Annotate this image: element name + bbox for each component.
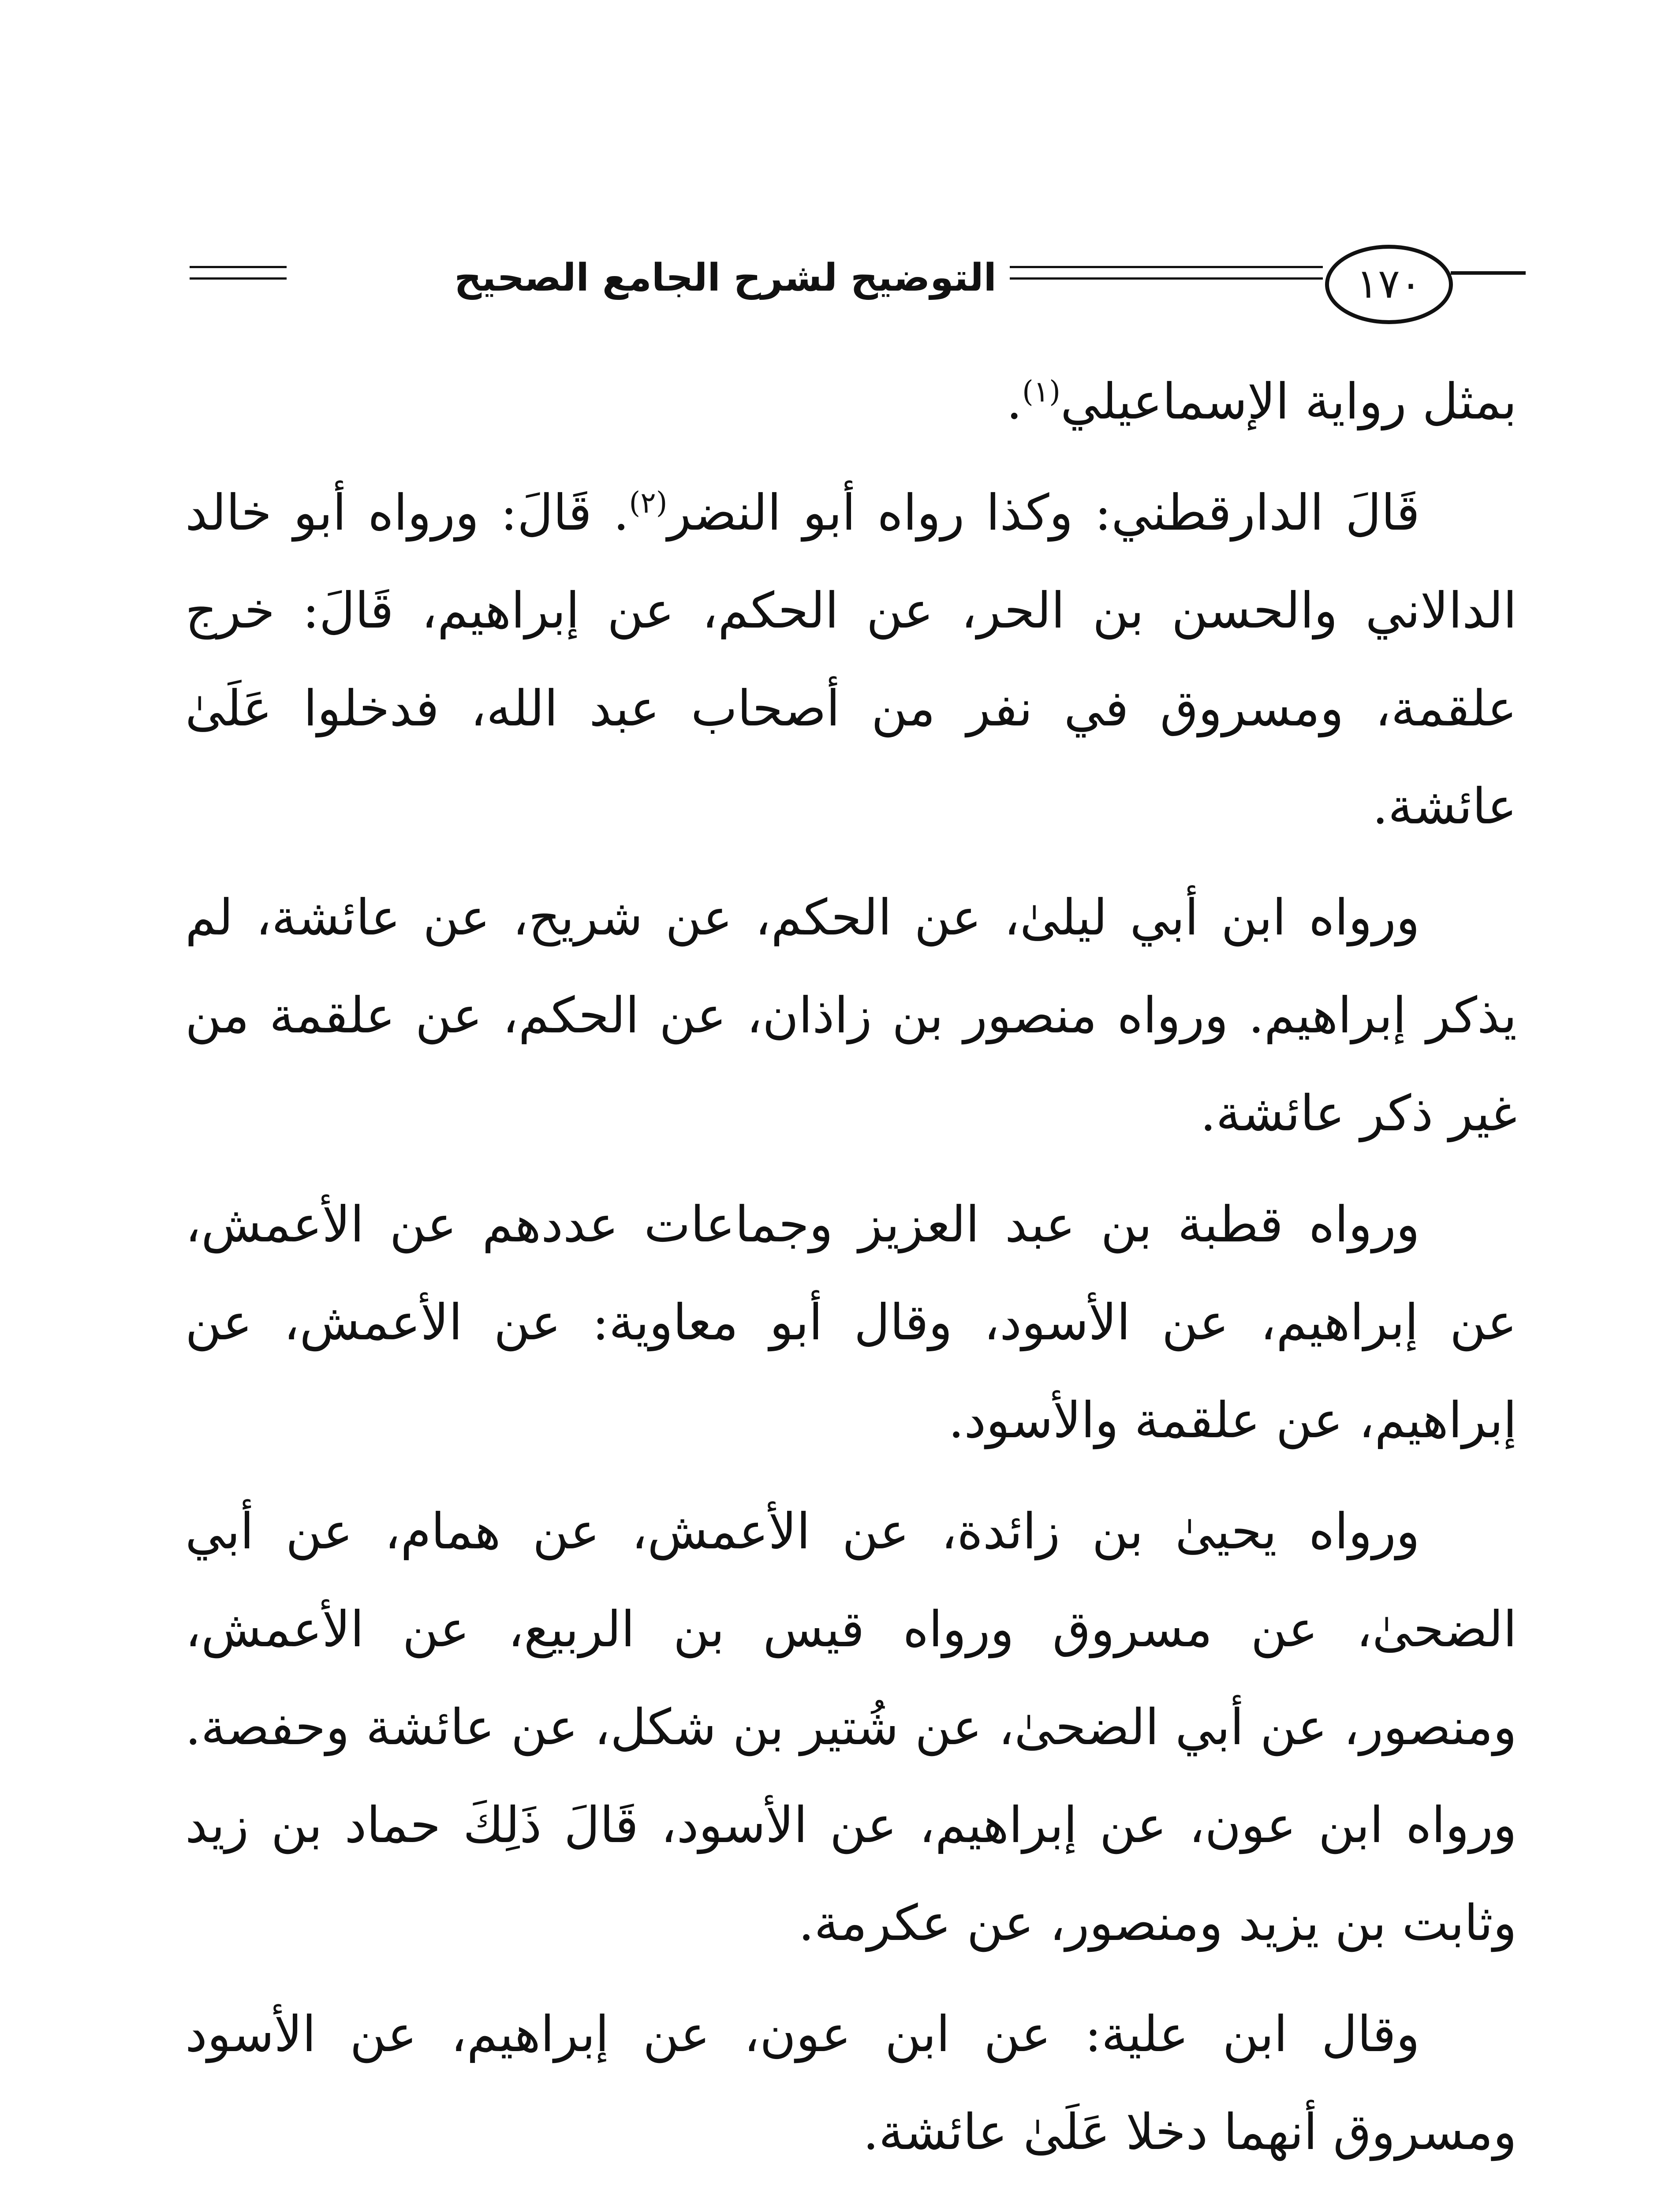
paragraph xyxy=(185,2194,1517,2205)
book-title: التوضيح لشرح الجامع الصحيح xyxy=(454,256,997,300)
paragraph: ورواه ابن أبي ليلىٰ، عن الحكم، عن شريح، عن عائشة، لم يذكر إبراهيم. ورواه منصور بن زاذان، عن الحكم، عن علقمة من غير ذكر عائشة. xyxy=(185,889,1517,1142)
header-rule-left-double-bottom xyxy=(190,277,287,280)
paragraph-text: . xyxy=(1006,373,1023,430)
paragraph-text: قَالَ الدارقطني: وكذا رواه أبو النضر xyxy=(667,484,1420,542)
page-number: ١٧٠ xyxy=(1325,245,1453,324)
paragraph: ورواه قطبة بن عبد العزيز وجماعات عددهم عن الأعمش، عن إبراهيم، عن الأسود، وقال أبو معاوية: عن الأعمش، عن إبراهيم، عن علقمة والأسود. xyxy=(185,1196,1517,1449)
paragraph-text: . قَالَ: ورواه أبو خالد الدالاني والحسن بن الحر، عن الحكم، عن إبراهيم، قَالَ: خرج علقمة، ومسروق في نفر من أصحاب عبد الله، فدخلوا عَلَىٰ عائشة. xyxy=(185,484,1517,835)
header-rule-middle-bottom xyxy=(1010,277,1323,280)
main-text xyxy=(185,353,1517,2205)
paragraph: ورواه يحيىٰ بن زائدة، عن الأعمش، عن همام، عن أبي الضحىٰ، عن مسروق ورواه قيس بن الربيع، عن الأعمش، ومنصور، عن أبي الضحىٰ، عن شُتير بن شكل، عن عائشة وحفصة. ورواه ابن عون، عن إبراهيم، عن الأسود، قَالَ ذَلِكَ حماد بن زيد وثابت بن يزيد ومنصور، عن عكرمة. xyxy=(185,1503,1517,1952)
header-rule-right xyxy=(1451,271,1526,275)
footnote-ref[interactable]: (٢) xyxy=(629,486,668,520)
running-header xyxy=(190,245,1526,333)
paragraph xyxy=(185,353,1517,451)
paragraph: وقال ابن علية: عن ابن عون، عن إبراهيم، عن الأسود ومسروق أنهما دخلا عَلَىٰ عائشة. xyxy=(185,2006,1517,2161)
header-rule-left-double-top xyxy=(190,266,287,268)
paragraph-text: بمثل رواية الإسماعيلي xyxy=(1060,373,1517,430)
paragraph xyxy=(185,464,1517,856)
footnote-ref[interactable]: (١) xyxy=(1022,374,1060,409)
header-rule-middle-top xyxy=(1010,266,1323,268)
